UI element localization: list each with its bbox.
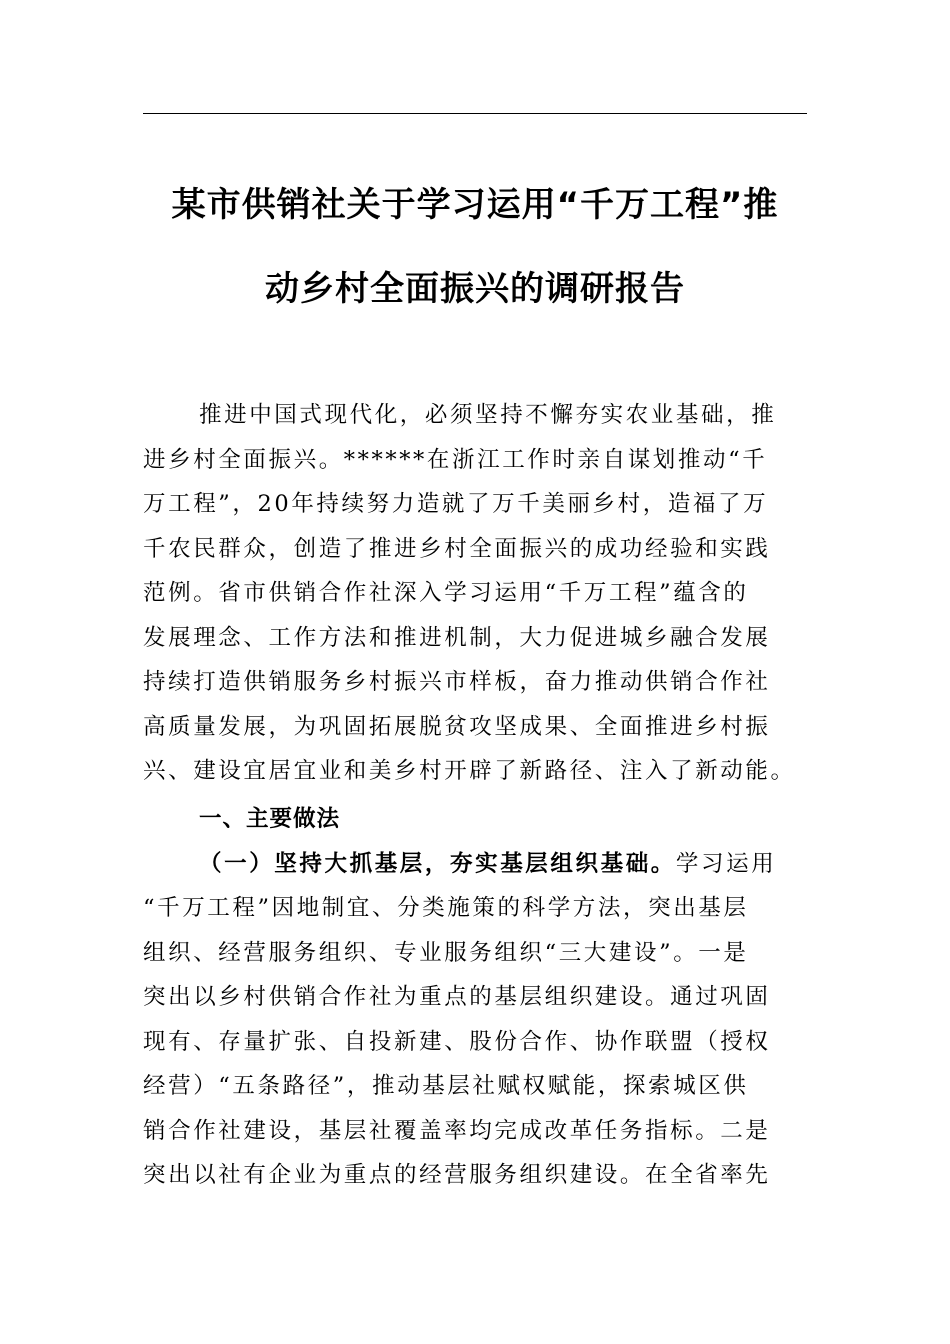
paragraph-line: “千万工程”因地制宜、分类施策的科学方法，突出基层 [143,895,749,921]
header-rule [143,113,807,114]
intro-paragraph [143,393,807,794]
paragraph-line: 持续打造供销服务乡村振兴市样板，奋力推动供销合作社 [143,669,771,695]
section-heading: 一、主要做法 [199,806,341,832]
paragraph-line: 销合作社建设，基层社覆盖率均完成改革任务指标。二是 [143,1117,771,1144]
paragraph-line: 兴、建设宜居宜业和美乡村开辟了新路径、注入了新动能。 [143,758,796,784]
title-line-2: 动乡村全面振兴的调研报告 [265,269,685,309]
paragraph-line: 组织、经营服务组织、专业服务组织“三大建设”。一是 [143,939,749,966]
paragraph-line: 经营）“五条路径”，推动基层社赋权赋能，探索城区供 [143,1073,749,1099]
paragraph-line: 突出以乡村供销合作社为重点的基层组织建设。通过巩固 [143,984,771,1010]
document-title [143,163,807,331]
paragraph-line: 推进中国式现代化，必须坚持不懈夯实农业基础，推 [199,402,777,428]
paragraph-line: 现有、存量扩张、自投新建、股份合作、协作联盟（授权 [143,1028,771,1055]
paragraph-line: 高质量发展，为巩固拓展脱贫攻坚成果、全面推进乡村振 [143,713,771,740]
paragraph-line: 千农民群众，创造了推进乡村全面振兴的成功经验和实践 [143,535,771,562]
paragraph-line: 进乡村全面振兴。******在浙江工作时亲自谋划推动“千 [143,446,768,473]
paragraph-line: 范例。省市供销合作社深入学习运用“千万工程”蕴含的 [143,580,749,606]
paragraph-line: 发展理念、工作方法和推进机制，大力促进城乡融合发展 [143,624,771,651]
subsection-lead-rest: 学习运用 [675,850,777,877]
subsection-first-line [143,842,807,887]
paragraph-line: 万工程”，20年持续努力造就了万千美丽乡村，造福了万 [143,491,769,517]
section-1 [143,797,807,1198]
subsection-lead: （一）坚持大抓基层，夯实基层组织基础。 [199,850,676,877]
title-line-1: 某市供销社关于学习运用“千万工程”推 [171,185,779,225]
paragraph-line: 突出以社有企业为重点的经营服务组织建设。在全省率先 [143,1162,771,1188]
